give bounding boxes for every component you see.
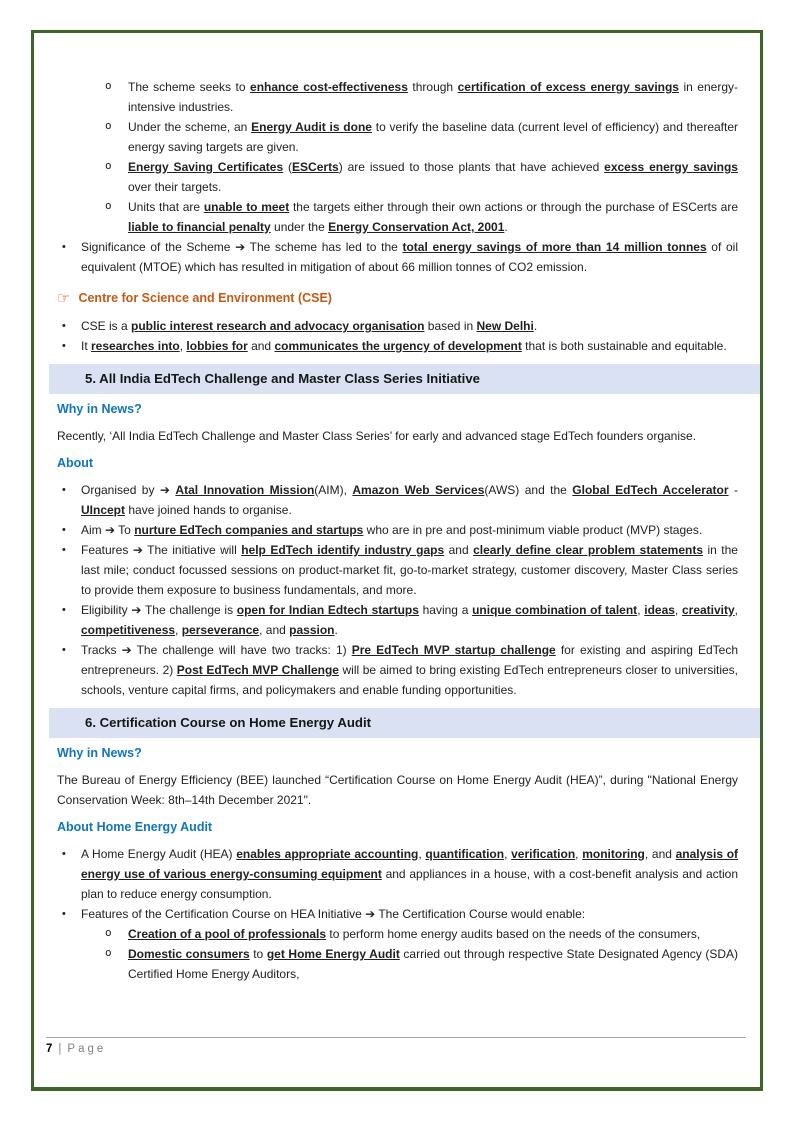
bullet-item — [57, 480, 738, 520]
section-header: 5. All India EdTech Challenge and Master Class Series Initiative — [49, 364, 760, 394]
text-run: Significance of the Scheme — [81, 240, 236, 254]
list-item-text — [81, 240, 738, 274]
emphasized-phrase: UIncept — [81, 503, 126, 517]
text-run: ( — [283, 160, 293, 174]
bullet-marker-icon: o — [105, 119, 112, 132]
emphasized-phrase: communicates the urgency of development — [274, 339, 522, 353]
emphasized-phrase: unable to meet — [203, 200, 290, 214]
text-run: The Certification Course would enable: — [375, 907, 586, 921]
emphasized-phrase: excess energy savings — [604, 160, 738, 174]
arrow-icon: ➔ — [132, 543, 143, 557]
bullet-marker-icon: • — [62, 524, 66, 536]
text-run: The challenge will have two tracks: 1) — [131, 643, 352, 657]
sub-heading: About Home Energy Audit — [57, 820, 213, 834]
emphasized-phrase: passion — [289, 623, 335, 637]
emphasized-phrase: Atal Innovation Mission — [175, 483, 315, 497]
text-run: , — [637, 603, 645, 617]
text-run: Eligibility — [81, 603, 132, 617]
list-item-text — [81, 847, 738, 901]
text-run: , and — [644, 847, 676, 861]
emphasized-phrase: total energy savings of more than 14 million tonnes — [402, 240, 707, 254]
sub-bullet-item — [57, 157, 738, 197]
text-run: having a — [418, 603, 473, 617]
emphasized-phrase: clearly define clear problem statements — [473, 543, 704, 557]
paragraph — [57, 770, 738, 810]
text-run: have joined hands to organise. — [125, 503, 292, 517]
text-run: who are in pre and post-minimum viable product (MVP) stages. — [363, 523, 703, 537]
emphasized-phrase: Energy Conservation Act, 2001 — [328, 220, 505, 234]
text-run: The Bureau of Energy Efficiency (BEE) launched “Certification Course on Home Energy Audit (HEA)”, during "National Energy Conservation Week: 8th–14th December 2021". — [57, 773, 738, 807]
page-frame — [31, 30, 763, 1091]
text-run: The scheme has led to the — [245, 240, 403, 254]
text-run: and — [247, 339, 275, 353]
emphasized-phrase: enhance cost-effectiveness — [250, 80, 408, 94]
text-run: carried out through respective State Designated Agency (SDA) Certified Home Energy Auditors, — [128, 947, 738, 981]
bullet-item — [57, 520, 738, 540]
text-run: , and — [259, 623, 290, 637]
text-run: through — [407, 80, 458, 94]
arrow-icon: ➔ — [121, 643, 132, 657]
sub-heading: Why in News? — [57, 402, 142, 416]
text-run: To — [115, 523, 135, 537]
text-run: over their targets. — [128, 180, 222, 194]
bullet-item — [57, 316, 738, 336]
text-run: , — [674, 603, 682, 617]
bullet-item — [57, 600, 738, 640]
arrow-icon: ➔ — [159, 483, 170, 497]
emphasized-phrase: analysis of energy use of various energy-consuming equipment — [81, 847, 739, 881]
bullet-marker-icon: o — [105, 199, 112, 212]
text-run: to — [249, 947, 267, 961]
list-item-text — [81, 543, 738, 597]
sub-bullet-item — [57, 924, 738, 944]
page-footer — [46, 1037, 746, 1055]
emphasized-phrase: perseverance — [181, 623, 260, 637]
list-item-text — [81, 339, 727, 353]
sub-heading: About — [57, 456, 94, 470]
list-item-text — [128, 927, 700, 941]
text-run: Tracks — [81, 643, 122, 657]
bullet-item — [57, 540, 738, 600]
bullet-marker-icon: • — [62, 340, 66, 352]
text-run: Units that are — [128, 200, 204, 214]
text-run: (AWS) and the — [484, 483, 573, 497]
text-run: under the — [270, 220, 329, 234]
list-item-text — [81, 319, 537, 333]
bullet-marker-icon: • — [62, 908, 66, 920]
text-run: the targets either through their own actions or through the purchase of ESCerts are — [289, 200, 738, 214]
list-item-text — [81, 603, 738, 637]
text-run: and — [444, 543, 474, 557]
text-run: The initiative will — [142, 543, 242, 557]
bullet-item — [57, 237, 738, 277]
bullet-marker-icon: • — [62, 484, 66, 496]
emphasized-phrase: Domestic consumers — [128, 947, 250, 961]
text-run: The scheme seeks to — [128, 80, 251, 94]
bullet-marker-icon: o — [105, 926, 112, 939]
text-run: ) are issued to those plants that have achieved — [338, 160, 605, 174]
bullet-item — [57, 640, 738, 700]
list-item-text — [128, 120, 738, 154]
footer-separator: | — [58, 1043, 62, 1055]
emphasized-phrase: get Home Energy Audit — [266, 947, 400, 961]
pointing-hand-icon: ☞ — [57, 289, 71, 307]
text-run: to verify the baseline data (current level of efficiency) and thereafter energy saving targets are given. — [128, 120, 738, 154]
arrow-icon: ➔ — [105, 523, 116, 537]
bullet-marker-icon: o — [105, 946, 112, 959]
emphasized-phrase: monitoring — [582, 847, 645, 861]
text-run: based in — [424, 319, 477, 333]
emphasized-phrase: Amazon Web Services — [352, 483, 485, 497]
list-item-text — [81, 643, 738, 697]
emphasized-phrase: competitiveness — [81, 623, 176, 637]
text-run: , — [179, 339, 187, 353]
text-run: . — [334, 623, 338, 637]
list-item-text — [81, 907, 585, 921]
text-run: Features — [81, 543, 133, 557]
text-run: , — [504, 847, 512, 861]
bullet-marker-icon: • — [62, 604, 66, 616]
text-run: will be aimed to bring existing EdTech entrepreneurs closer to universities, schools, venture capital firms, and policymakers and enable funding opportunities. — [81, 663, 738, 697]
emphasized-phrase: researches into — [91, 339, 180, 353]
paragraph — [57, 426, 738, 446]
emphasized-phrase: Energy Audit is done — [251, 120, 372, 134]
page-number: 7 — [46, 1043, 53, 1055]
emphasized-phrase: nurture EdTech companies and startups — [134, 523, 364, 537]
text-run: (AIM), — [314, 483, 353, 497]
text-run: CSE is a — [81, 319, 132, 333]
sub-heading: Why in News? — [57, 746, 142, 760]
emphasized-phrase: public interest research and advocacy organisation — [131, 319, 425, 333]
document-content — [34, 33, 760, 984]
text-run: in the last mile; conduct focussed sessions on product-market fit, go-to-market strategy, customer discovery, Master Class series to provide them exposure to business fundamentals, and more. — [81, 543, 738, 597]
bullet-marker-icon: • — [62, 848, 66, 860]
text-run: that is both sustainable and equitable. — [521, 339, 727, 353]
emphasized-phrase: Energy Saving Certificates — [128, 160, 284, 174]
text-run: of oil equivalent (MTOE) which has resulted in mitigation of about 66 million tonnes of CO2 emission. — [81, 240, 738, 274]
emphasized-phrase: Post EdTech MVP Challenge — [176, 663, 339, 677]
bullet-marker-icon: • — [62, 320, 66, 332]
emphasized-phrase: ideas — [644, 603, 675, 617]
text-run: Features of the Certification Course on HEA Initiative — [81, 907, 366, 921]
emphasized-phrase: lobbies for — [186, 339, 248, 353]
text-run: and appliances in a house, with a cost-benefit analysis and action plan to reduce energy consumption. — [81, 867, 738, 901]
arrow-icon: ➔ — [365, 907, 376, 921]
emphasized-phrase: Pre EdTech MVP startup challenge — [351, 643, 556, 657]
text-run: , — [575, 847, 583, 861]
arrow-icon: ➔ — [131, 603, 142, 617]
sub-bullet-item — [57, 197, 738, 237]
text-run: Organised by — [81, 483, 160, 497]
bullet-item — [57, 336, 738, 356]
emphasized-phrase: quantification — [425, 847, 505, 861]
emphasized-phrase: help EdTech identify industry gaps — [241, 543, 445, 557]
sub-bullet-item — [57, 117, 738, 157]
emphasized-phrase: liable to financial penalty — [128, 220, 271, 234]
footer-page-label: Page — [67, 1043, 107, 1055]
bullet-marker-icon: o — [105, 79, 112, 92]
section-header: 6. Certification Course on Home Energy Audit — [49, 708, 760, 738]
arrow-icon: ➔ — [235, 240, 246, 254]
list-item-text — [128, 80, 738, 114]
emphasized-phrase: creativity — [681, 603, 735, 617]
sub-bullet-item — [57, 944, 738, 984]
sub-bullet-item — [57, 77, 738, 117]
bullet-marker-icon: • — [62, 644, 66, 656]
bullet-item — [57, 904, 738, 924]
text-run: The challenge is — [141, 603, 237, 617]
bullet-item — [57, 844, 738, 904]
emphasized-phrase: New Delhi — [476, 319, 534, 333]
list-item-text — [81, 483, 738, 517]
emphasized-phrase: unique combination of talent — [472, 603, 638, 617]
text-run: , — [418, 847, 426, 861]
text-run: , — [734, 603, 739, 617]
emphasized-phrase: enables appropriate accounting — [236, 847, 419, 861]
text-run: for existing and aspiring EdTech entrepreneurs. 2) — [81, 643, 738, 677]
bullet-marker-icon: o — [105, 159, 112, 172]
emphasized-phrase: ESCerts — [292, 160, 339, 174]
text-run: to perform home energy audits based on the needs of the consumers, — [326, 927, 701, 941]
text-run: . — [533, 319, 538, 333]
text-run: A Home Energy Audit (HEA) — [81, 847, 237, 861]
text-run: Under the scheme, an — [128, 120, 252, 134]
bullet-marker-icon: • — [62, 241, 66, 253]
icon-heading — [57, 288, 738, 308]
list-item-text — [128, 200, 738, 234]
text-run: , — [175, 623, 182, 637]
emphasized-phrase: verification — [511, 847, 576, 861]
emphasized-phrase: open for Indian Edtech startups — [236, 603, 419, 617]
bullet-marker-icon: • — [62, 544, 66, 556]
emphasized-phrase: Creation of a pool of professionals — [128, 927, 327, 941]
text-run: - — [728, 483, 738, 497]
text-run: Recently, ‘All India EdTech Challenge and Master Class Series’ for early and advanced stage EdTech founders organise. — [57, 429, 697, 443]
emphasized-phrase: Global EdTech Accelerator — [572, 483, 729, 497]
text-run: . — [504, 220, 508, 234]
text-run: It — [81, 339, 92, 353]
icon-heading-label: Centre for Science and Environment (CSE) — [78, 291, 332, 305]
list-item-text — [81, 523, 702, 537]
list-item-text — [128, 160, 738, 194]
text-run: in energy-intensive industries. — [128, 80, 738, 114]
list-item-text — [128, 947, 738, 981]
emphasized-phrase: certification of excess energy savings — [457, 80, 679, 94]
text-run: Aim — [81, 523, 105, 537]
